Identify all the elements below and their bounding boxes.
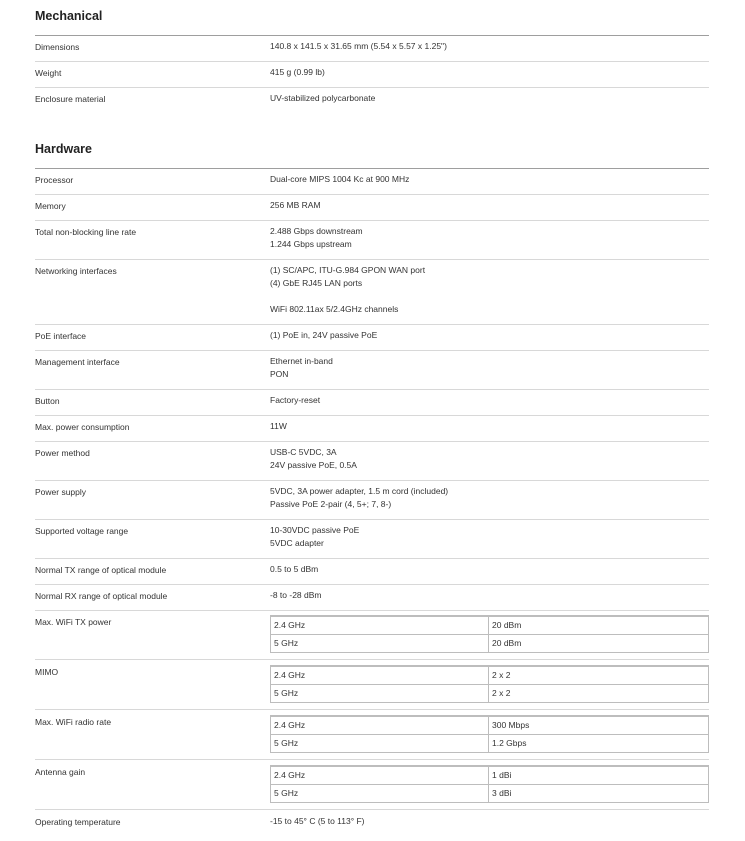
band-row (271, 616, 708, 634)
spec-label: Dimensions (35, 42, 80, 52)
row-divider (35, 610, 709, 611)
spec-label: Max. WiFi TX power (35, 617, 112, 627)
row-divider (35, 480, 709, 481)
spec-label: Total non-blocking line rate (35, 227, 137, 237)
spec-label: Normal RX range of optical module (35, 591, 168, 601)
spec-label: Memory (35, 201, 66, 211)
row-divider (35, 415, 709, 416)
row-divider (35, 324, 709, 325)
band-subtable (270, 615, 709, 653)
band-label: 2.4 GHz (274, 620, 306, 630)
section-title-hardware: Hardware (35, 142, 92, 156)
band-label: 2.4 GHz (274, 670, 306, 680)
band-value: 1 dBi (492, 770, 512, 780)
band-value: 2 x 2 (492, 688, 511, 698)
band-row (271, 684, 708, 702)
spec-label: MIMO (35, 667, 59, 677)
section-divider (35, 168, 709, 169)
band-value: 1.2 Gbps (492, 738, 527, 748)
spec-label: PoE interface (35, 331, 87, 341)
spec-label: Max. power consumption (35, 422, 130, 432)
band-value: 300 Mbps (492, 720, 530, 730)
band-value: 2 x 2 (492, 670, 511, 680)
spec-label: Operating temperature (35, 817, 121, 827)
spec-value-line: Passive PoE 2-pair (4, 5+; 7, 8-) (270, 499, 392, 509)
band-label: 5 GHz (274, 738, 299, 748)
spec-value-line: 2.488 Gbps downstream (270, 226, 363, 236)
row-divider (35, 659, 709, 660)
spec-value-line: 5VDC, 3A power adapter, 1.5 m cord (included) (270, 486, 449, 496)
spec-value-line: Ethernet in-band (270, 356, 333, 366)
band-label: 5 GHz (274, 638, 299, 648)
spec-value: Factory-reset (270, 395, 321, 405)
spec-value: 0.5 to 5 dBm (270, 564, 319, 574)
spec-value-line: USB-C 5VDC, 3A (270, 447, 337, 457)
band-value: 20 dBm (492, 638, 522, 648)
band-label: 5 GHz (274, 788, 299, 798)
band-label: 2.4 GHz (274, 770, 306, 780)
spec-label: Enclosure material (35, 94, 106, 104)
spec-value: 256 MB RAM (270, 200, 321, 210)
spec-value: 140.8 x 141.5 x 31.65 mm (5.54 x 5.57 x 1.25") (270, 41, 447, 51)
spec-value-line: (1) SC/APC, ITU-G.984 GPON WAN port (270, 265, 426, 275)
row-divider (35, 558, 709, 559)
band-label: 2.4 GHz (274, 720, 306, 730)
section-divider (35, 35, 709, 36)
row-divider (35, 441, 709, 442)
spec-value-line: 24V passive PoE, 0.5A (270, 460, 357, 470)
band-subtable (270, 665, 709, 703)
spec-label: Networking interfaces (35, 266, 117, 276)
band-value: 3 dBi (492, 788, 512, 798)
band-row (271, 634, 708, 652)
spec-label: Management interface (35, 357, 120, 367)
band-subtable (270, 765, 709, 803)
band-row (271, 766, 708, 784)
band-value: 20 dBm (492, 620, 522, 630)
spec-value: -15 to 45° C (5 to 113° F) (270, 816, 365, 826)
spec-value-line: (4) GbE RJ45 LAN ports (270, 278, 363, 288)
spec-label: Processor (35, 175, 74, 185)
spec-value-line: 5VDC adapter (270, 538, 324, 548)
spec-label: Antenna gain (35, 767, 86, 777)
spec-value-line: WiFi 802.11ax 5/2.4GHz channels (270, 304, 399, 314)
spec-label: Max. WiFi radio rate (35, 717, 112, 727)
spec-label: Weight (35, 68, 62, 78)
band-row (271, 716, 708, 734)
spec-value: (1) PoE in, 24V passive PoE (270, 330, 378, 340)
row-divider (35, 584, 709, 585)
spec-value-line: PON (270, 369, 289, 379)
spec-value: 415 g (0.99 lb) (270, 67, 325, 77)
row-divider (35, 259, 709, 260)
spec-value-line: 1.244 Gbps upstream (270, 239, 352, 249)
row-divider (35, 809, 709, 810)
spec-label: Power method (35, 448, 90, 458)
row-divider (35, 194, 709, 195)
spec-label: Supported voltage range (35, 526, 129, 536)
spec-value: Dual-core MIPS 1004 Kc at 900 MHz (270, 174, 410, 184)
row-divider (35, 709, 709, 710)
row-divider (35, 519, 709, 520)
band-subtable (270, 715, 709, 753)
spec-label: Power supply (35, 487, 87, 497)
band-row (271, 734, 708, 752)
band-row (271, 784, 708, 802)
spec-value-line: 10-30VDC passive PoE (270, 525, 360, 535)
row-divider (35, 87, 709, 88)
spec-label: Normal TX range of optical module (35, 565, 167, 575)
spec-value: -8 to -28 dBm (270, 590, 322, 600)
row-divider (35, 220, 709, 221)
spec-value: UV-stabilized polycarbonate (270, 93, 376, 103)
row-divider (35, 389, 709, 390)
spec-value: 11W (270, 421, 287, 431)
row-divider (35, 61, 709, 62)
spec-label: Button (35, 396, 60, 406)
band-row (271, 666, 708, 684)
row-divider (35, 350, 709, 351)
band-label: 5 GHz (274, 688, 299, 698)
row-divider (35, 759, 709, 760)
section-title-mechanical: Mechanical (35, 9, 103, 23)
